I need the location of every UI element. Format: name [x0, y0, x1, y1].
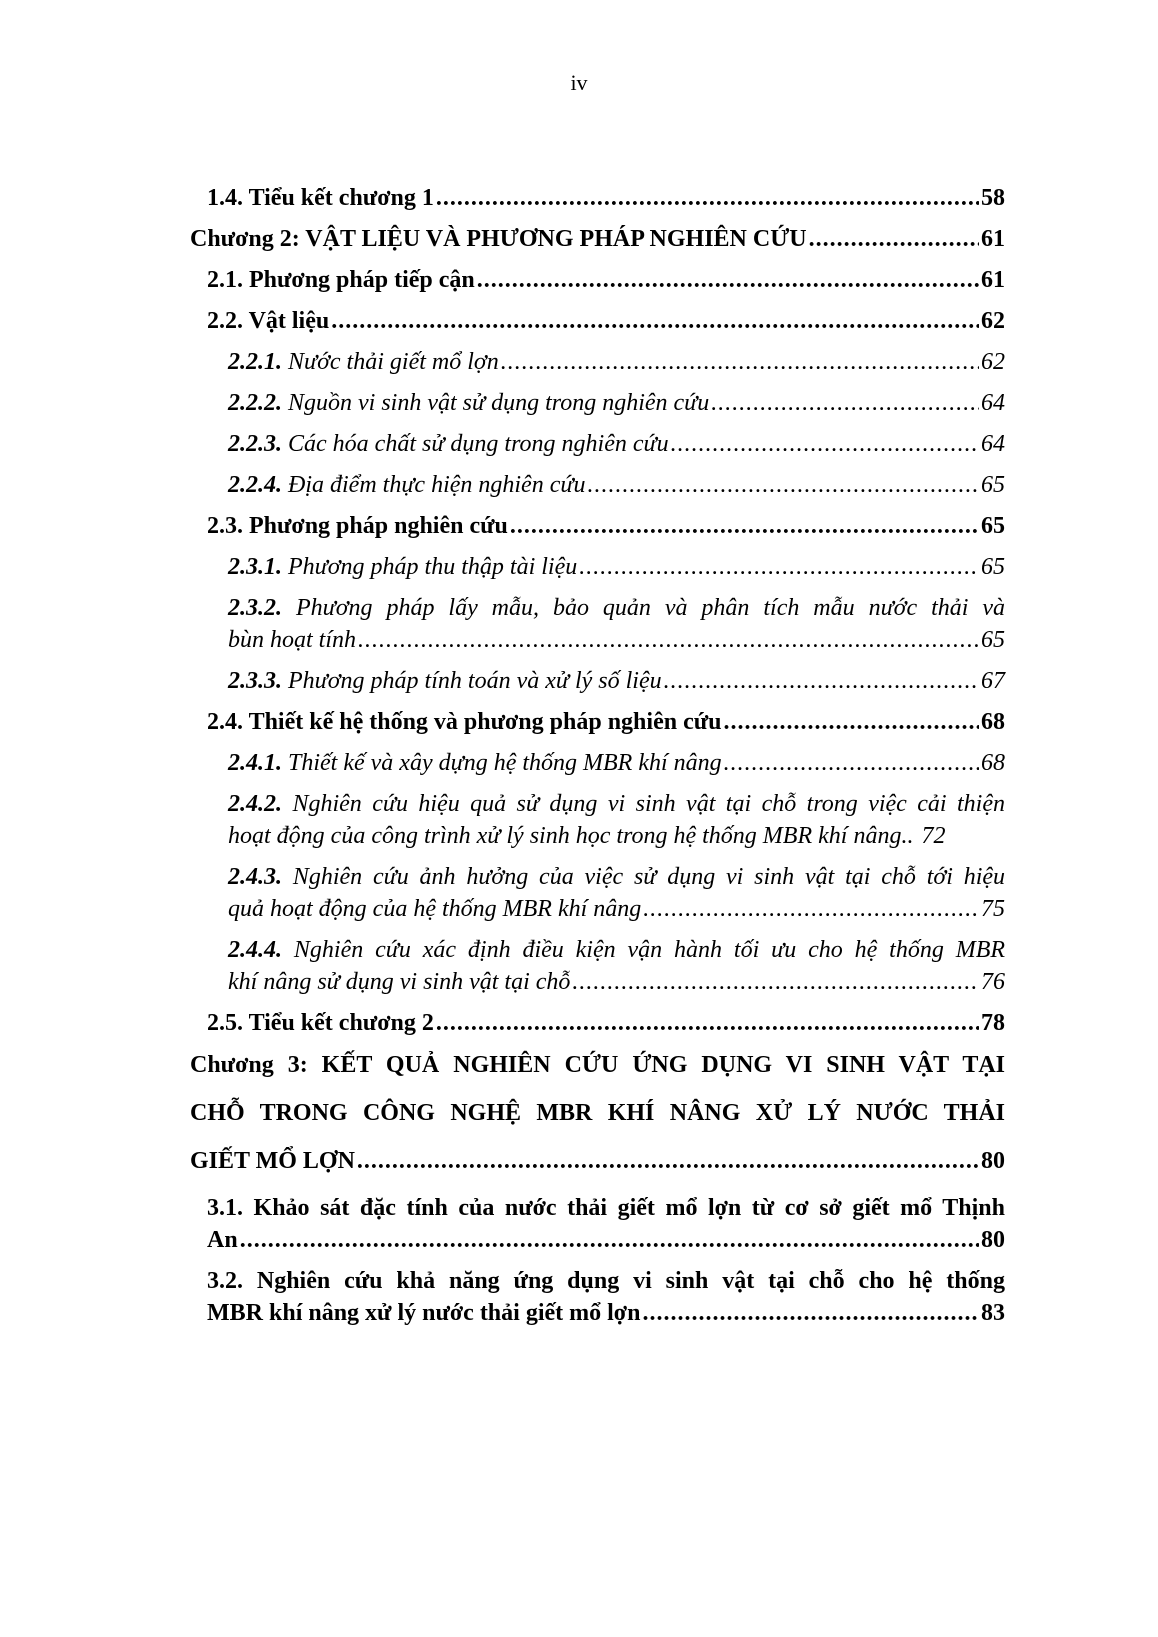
toc-page-number: 65 — [981, 513, 1005, 539]
toc-entry-title-line1: Nghiên cứu hiệu quả sử dụng vi sinh vật tại chỗ trong việc cải thiện — [292, 791, 1005, 817]
toc-page-number: 67 — [981, 668, 1005, 694]
toc-entry-number: 2.4.2. — [228, 791, 282, 817]
toc-entry-number: 2.2.3. — [228, 431, 282, 457]
toc-entry-1-4[interactable] — [207, 182, 1005, 214]
dot-leader — [671, 428, 979, 460]
toc-entry-chapter-3[interactable] — [190, 1041, 1005, 1185]
toc-entry-title-line1: 3.1. Khảo sát đặc tính của nước thải giết mổ lợn từ cơ sở giết mổ Thịnh — [207, 1195, 1005, 1221]
toc-entry-title-line2: khí nâng sử dụng vi sinh vật tại chỗ — [228, 969, 571, 995]
toc-entry-title: Phương pháp tính toán và xử lý số liệu — [288, 668, 662, 694]
toc-page-number: 80 — [981, 1227, 1005, 1253]
toc-entry-title: Nước thải giết mổ lợn — [288, 349, 499, 375]
dot-leader — [501, 346, 979, 378]
toc-entry-title-line1: Nghiên cứu ảnh hưởng của việc sử dụng vi sinh vật tại chỗ tới hiệu — [292, 864, 1006, 890]
toc-entry-2-3[interactable] — [207, 510, 1005, 542]
toc-entry-2-4[interactable] — [207, 706, 1005, 738]
toc-entry-number: 2.3.3. — [228, 668, 282, 694]
toc-entry-2-3-2[interactable] — [228, 592, 1005, 656]
toc-page-number: 61 — [981, 226, 1005, 252]
toc-entry-title: Nguồn vi sinh vật sử dụng trong nghiên cứu — [288, 390, 710, 416]
dot-leader — [809, 223, 979, 255]
toc-entry-2-4-1[interactable] — [228, 747, 1005, 779]
dot-leader — [572, 966, 979, 998]
toc-entry-chapter-2[interactable] — [190, 223, 1005, 255]
toc-entry-title-line2: quả hoạt động của hệ thống MBR khí nâng — [228, 896, 642, 922]
toc-page-number: 65 — [981, 554, 1005, 580]
dot-leader — [357, 1137, 979, 1185]
dot-leader — [642, 1297, 979, 1329]
dot-leader — [436, 1007, 979, 1039]
toc-entry-title: Thiết kế và xây dựng hệ thống MBR khí nâng — [288, 750, 722, 776]
toc-page-number: 78 — [981, 1010, 1005, 1036]
toc-entry-title-line2: MBR khí nâng xử lý nước thải giết mổ lợn — [207, 1300, 641, 1326]
toc-page-number: 72 — [921, 823, 946, 849]
table-of-contents — [0, 182, 1158, 1326]
toc-entry-number: 2.4.3. — [228, 864, 282, 890]
toc-entry-2-3-3[interactable] — [228, 665, 1005, 697]
toc-page-number: 64 — [981, 390, 1005, 416]
toc-entry-2-2-3[interactable] — [228, 428, 1005, 460]
dot-leader — [240, 1224, 979, 1256]
dot-leader — [579, 551, 979, 583]
toc-entry-2-1[interactable] — [207, 264, 1005, 296]
toc-page-number: 83 — [981, 1300, 1005, 1326]
dot-leader — [711, 387, 979, 419]
toc-entry-title: 2.4. Thiết kế hệ thống và phương pháp nghiên cứu — [207, 709, 722, 735]
toc-page-number: 58 — [981, 185, 1005, 211]
toc-entry-2-3-1[interactable] — [228, 551, 1005, 583]
toc-page-number: 65 — [981, 472, 1005, 498]
toc-entry-2-4-2[interactable] — [228, 788, 1005, 852]
toc-page-number: 75 — [981, 896, 1005, 922]
toc-entry-number: 2.2.2. — [228, 390, 282, 416]
toc-entry-2-2[interactable] — [207, 305, 1005, 337]
toc-entry-number: 2.4.1. — [228, 750, 282, 776]
toc-entry-number: 2.2.1. — [228, 349, 282, 375]
toc-entry-2-2-1[interactable] — [228, 346, 1005, 378]
toc-page-number: 61 — [981, 267, 1005, 293]
toc-entry-title: 2.1. Phương pháp tiếp cận — [207, 267, 475, 293]
toc-page-number: 80 — [981, 1148, 1005, 1174]
dot-leader — [587, 469, 979, 501]
dot-leader — [331, 305, 979, 337]
toc-entry-title: 2.3. Phương pháp nghiên cứu — [207, 513, 508, 539]
dot-leader — [358, 624, 979, 656]
toc-page-number: 65 — [981, 627, 1005, 653]
toc-entry-2-5[interactable] — [207, 1007, 1005, 1039]
toc-entry-number: 2.2.4. — [228, 472, 282, 498]
toc-entry-title: 1.4. Tiểu kết chương 1 — [207, 185, 434, 211]
toc-entry-title: 2.5. Tiểu kết chương 2 — [207, 1010, 434, 1036]
toc-page-number: 68 — [981, 709, 1005, 735]
toc-entry-title: Các hóa chất sử dụng trong nghiên cứu — [288, 431, 669, 457]
dot-leader — [724, 747, 979, 779]
toc-entry-title-line1: Nghiên cứu xác định điều kiện vận hành tối ưu cho hệ thống MBR — [293, 937, 1006, 963]
toc-entry-title-line1: 3.2. Nghiên cứu khả năng ứng dụng vi sinh vật tại chỗ cho hệ thống — [207, 1268, 1005, 1294]
toc-entry-number: 2.3.1. — [228, 554, 282, 580]
toc-entry-number: 2.3.2. — [228, 595, 282, 621]
toc-entry-2-4-4[interactable] — [228, 934, 1005, 998]
toc-entry-title-line2: CHỖ TRONG CÔNG NGHỆ MBR KHÍ NÂNG XỬ LÝ NƯỚC THẢI — [190, 1100, 1005, 1126]
toc-entry-2-4-3[interactable] — [228, 861, 1005, 925]
dot-leader — [477, 264, 979, 296]
toc-entry-title-line1: Phương pháp lấy mẫu, bảo quản và phân tích mẫu nước thải và — [295, 595, 1005, 621]
toc-page-number: 64 — [981, 431, 1005, 457]
toc-entry-number: 2.4.4. — [228, 937, 282, 963]
toc-entry-title: 2.2. Vật liệu — [207, 308, 330, 334]
dot-leader — [723, 706, 979, 738]
dot-leader — [510, 510, 979, 542]
toc-entry-title-line1: Chương 3: KẾT QUẢ NGHIÊN CỨU ỨNG DỤNG VI SINH VẬT TẠI — [190, 1052, 1005, 1078]
toc-entry-title: Chương 2: VẬT LIỆU VÀ PHƯƠNG PHÁP NGHIÊN CỨU — [190, 226, 807, 252]
toc-entry-3-2[interactable] — [207, 1265, 1005, 1329]
toc-entry-2-2-4[interactable] — [228, 469, 1005, 501]
toc-entry-2-2-2[interactable] — [228, 387, 1005, 419]
page-number: iv — [570, 70, 588, 95]
dot-leader — [643, 893, 979, 925]
toc-entry-title: Địa điểm thực hiện nghiên cứu — [288, 472, 586, 498]
toc-entry-title-line2: hoạt động của công trình xử lý sinh học trong hệ thống MBR khí nâng.. — [228, 823, 914, 849]
toc-entry-title: Phương pháp thu thập tài liệu — [288, 554, 578, 580]
dot-leader — [436, 182, 979, 214]
toc-page-number: 62 — [981, 308, 1005, 334]
toc-entry-3-1[interactable] — [207, 1192, 1005, 1256]
toc-entry-title-line2: An — [207, 1227, 238, 1253]
toc-entry-title-line2: bùn hoạt tính — [228, 627, 357, 653]
toc-page-number: 68 — [981, 750, 1005, 776]
toc-entry-title-line3: GIẾT MỔ LỢN — [190, 1148, 355, 1174]
dot-leader — [664, 665, 979, 697]
toc-page-number: 62 — [981, 349, 1005, 375]
toc-page-number: 76 — [981, 969, 1005, 995]
